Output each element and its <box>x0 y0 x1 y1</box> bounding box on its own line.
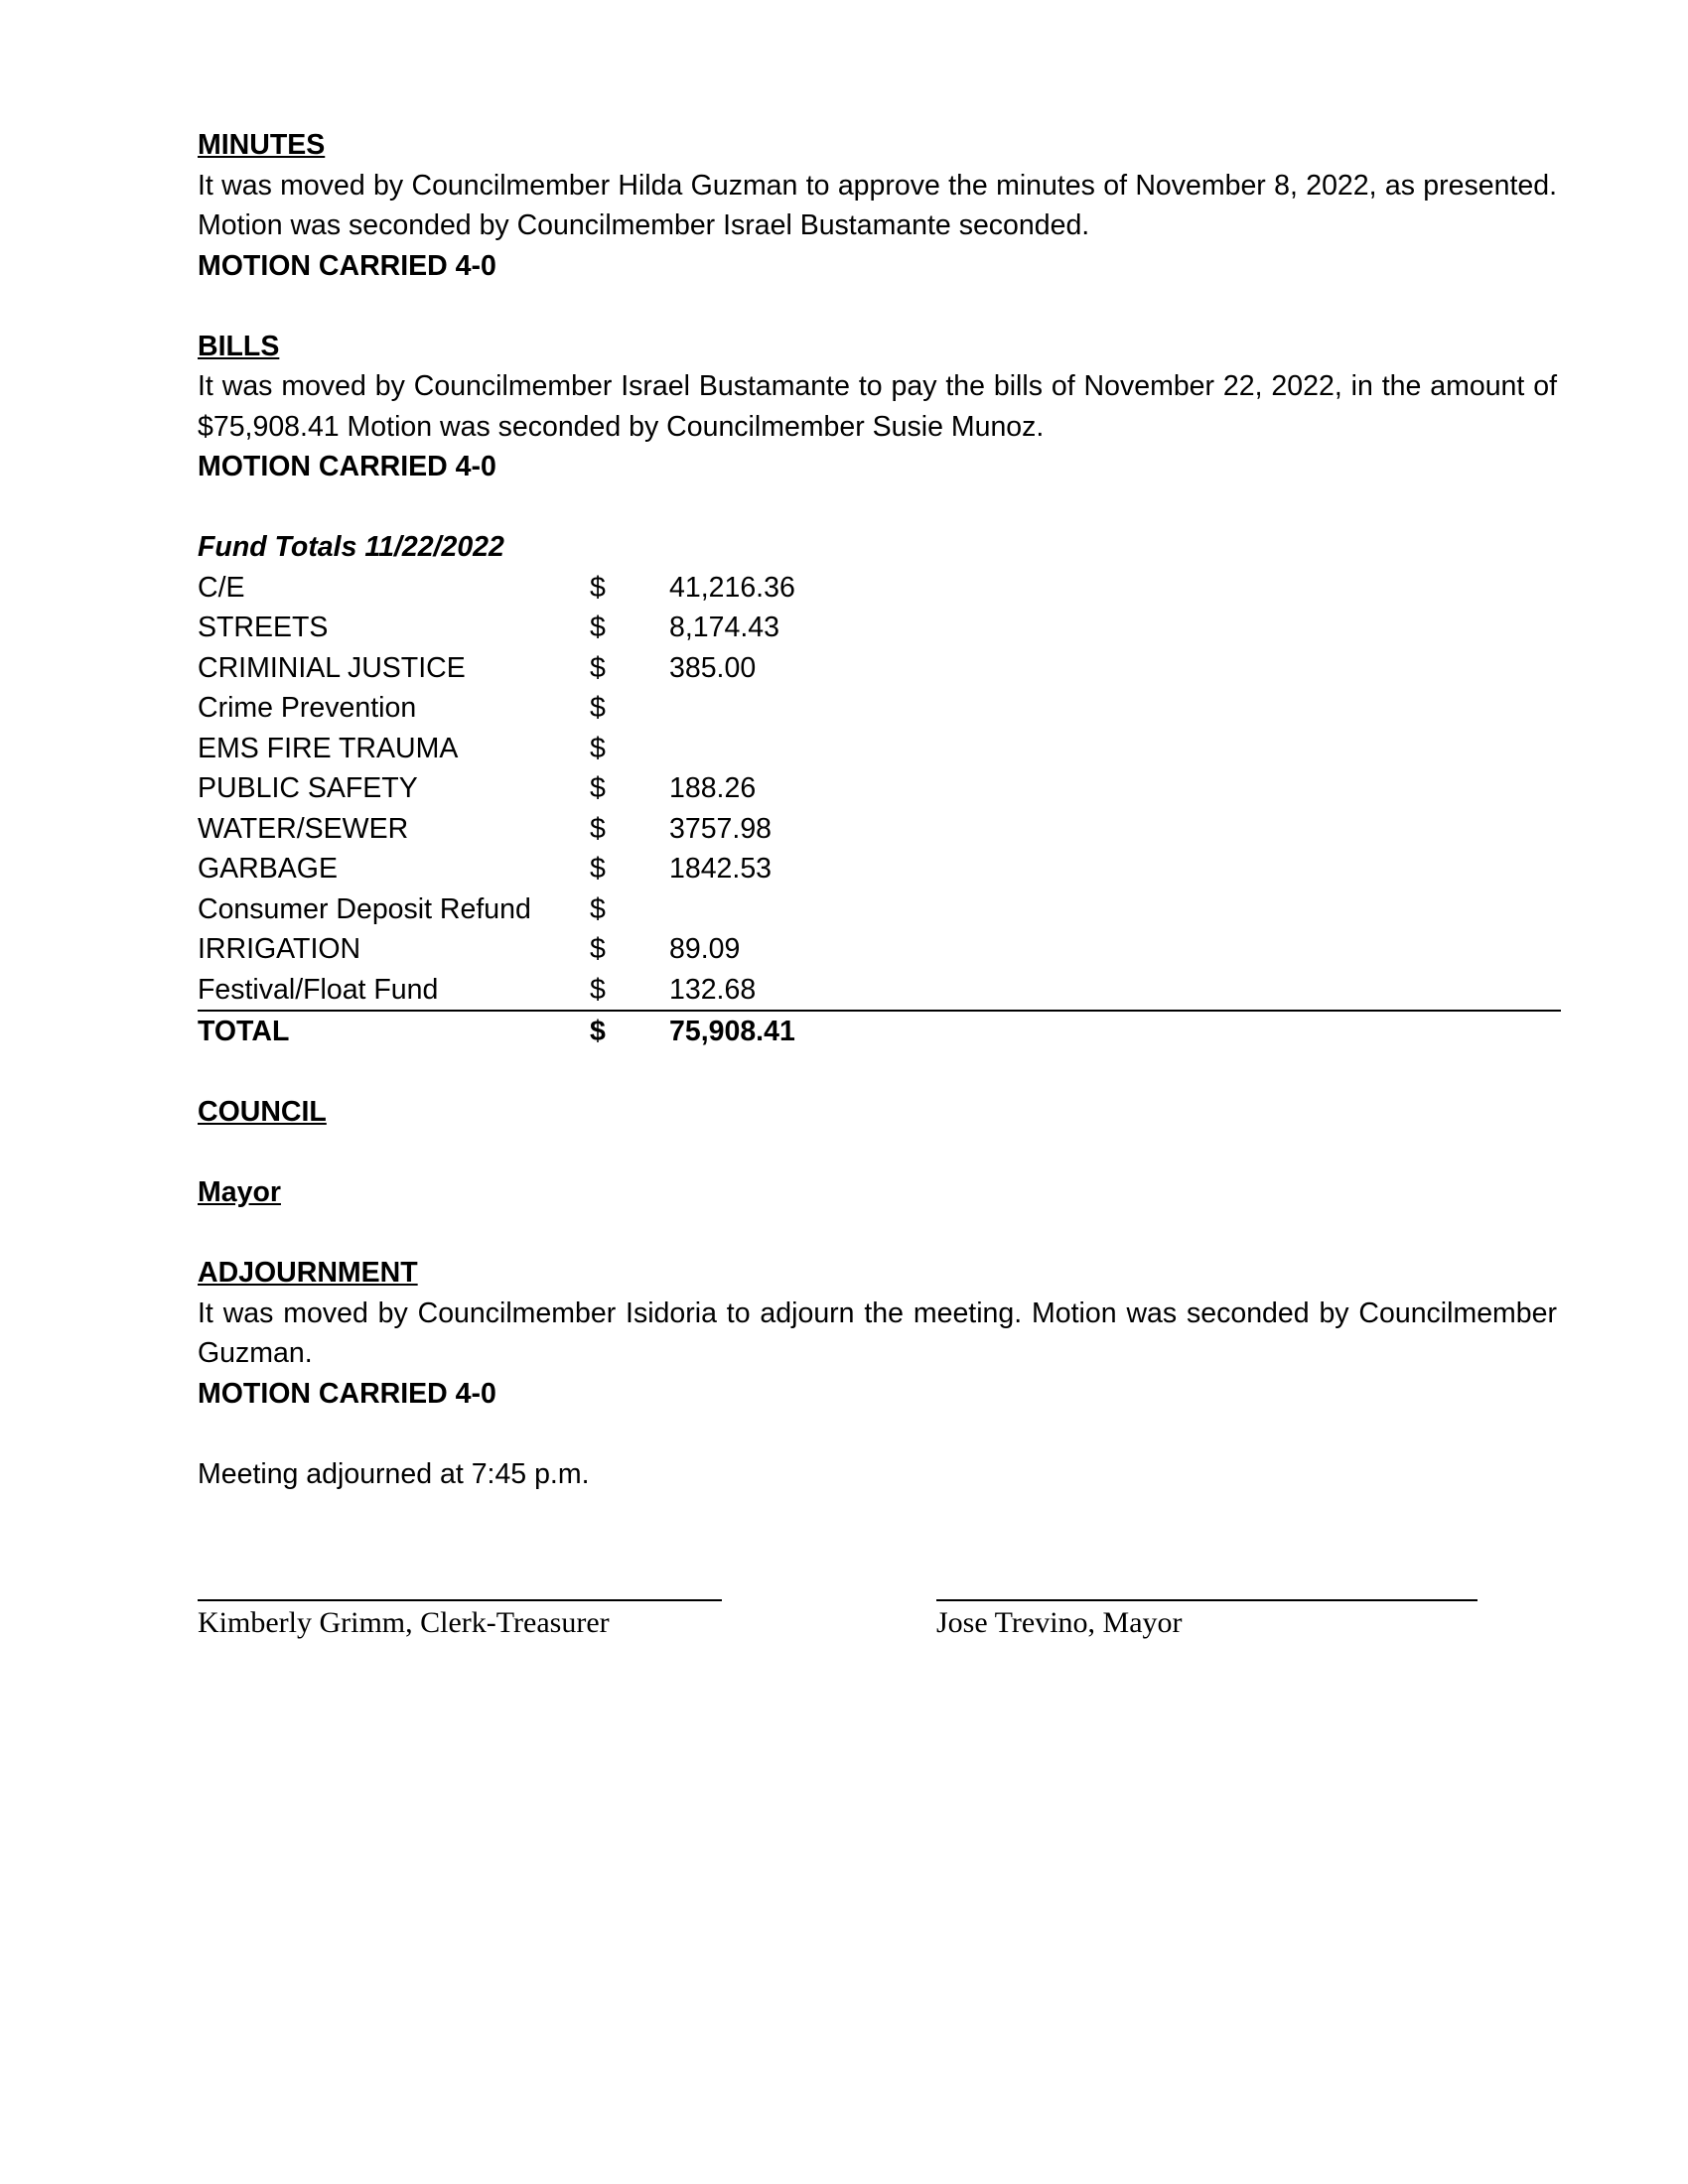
fund-name: Consumer Deposit Refund <box>198 892 531 925</box>
fund-dollar-sign: $ <box>590 772 606 804</box>
fund-amount: 3757.98 <box>669 812 773 845</box>
meeting-adjourned-note: Meeting adjourned at 7:45 p.m. <box>198 1457 590 1490</box>
council-heading: COUNCIL <box>198 1096 327 1128</box>
fund-dollar-sign: $ <box>590 1011 669 1052</box>
bills-heading: BILLS <box>198 330 280 362</box>
fund-totals-title: Fund Totals 11/22/2022 <box>198 531 504 563</box>
minutes-heading: MINUTES <box>198 129 326 161</box>
fund-amount: 132.68 <box>669 973 757 1006</box>
fund-dollar-sign: $ <box>590 853 606 885</box>
fund-dollar-sign: $ <box>590 933 606 965</box>
fund-name: EMS FIRE TRAUMA <box>198 732 459 764</box>
fund-dollar-sign: $ <box>590 732 606 764</box>
fund-amount <box>669 688 868 729</box>
fund-dollar-sign: $ <box>590 612 606 643</box>
fund-amount: 89.09 <box>669 933 741 965</box>
fund-amount: 188.26 <box>669 772 757 804</box>
fund-amount: 41,216.36 <box>669 571 795 604</box>
fund-row <box>198 970 1561 1012</box>
fund-dollar-sign: $ <box>590 973 606 1006</box>
fund-amount <box>669 889 868 930</box>
bills-text: It was moved by Councilmember Israel Bustamante to pay the bills of November 22, 2022, in the amount of $75,908.41 Motion was seconded by Councilmember Susie Munoz. <box>198 370 1557 443</box>
fund-dollar-sign: $ <box>590 812 606 845</box>
fund-amount: 385.00 <box>669 651 757 684</box>
minutes-motion-result: MOTION CARRIED 4-0 <box>198 249 496 282</box>
adjournment-motion-result: MOTION CARRIED 4-0 <box>198 1377 496 1410</box>
fund-dollar-sign: $ <box>590 651 606 684</box>
minutes-text: It was moved by Councilmember Hilda Guzman to approve the minutes of November 8, 2022, as presented. Motion was seconded by Councilmember Israel Bustamante seconded. <box>198 169 1557 241</box>
fund-dollar-sign: $ <box>590 571 606 604</box>
fund-dollar-sign: $ <box>590 692 606 724</box>
fund-name: STREETS <box>198 612 329 643</box>
fund-row <box>198 568 1561 609</box>
fund-row <box>198 929 1561 970</box>
fund-total-amount: 75,908.41 <box>669 1011 868 1052</box>
fund-name: GARBAGE <box>198 853 338 885</box>
fund-name: Crime Prevention <box>198 692 417 724</box>
document-body <box>198 125 1557 1494</box>
signature-line-mayor <box>936 1599 1477 1601</box>
fund-total-row <box>198 1011 1561 1052</box>
fund-row <box>198 889 1561 930</box>
fund-name: CRIMINIAL JUSTICE <box>198 651 466 684</box>
signature-line-clerk <box>198 1599 722 1601</box>
fund-row <box>198 729 1561 769</box>
fund-name: IRRIGATION <box>198 933 361 965</box>
fund-name: C/E <box>198 571 245 604</box>
mayor-heading: Mayor <box>198 1176 281 1208</box>
fund-total-label: TOTAL <box>198 1011 590 1052</box>
adjournment-heading: ADJOURNMENT <box>198 1257 418 1289</box>
fund-row <box>198 688 1561 729</box>
adjournment-text: It was moved by Councilmember Isidoria to adjourn the meeting. Motion was seconded by Councilmember Guzman. <box>198 1297 1557 1369</box>
fund-name: PUBLIC SAFETY <box>198 772 418 804</box>
bills-motion-result: MOTION CARRIED 4-0 <box>198 451 496 482</box>
fund-dollar-sign: $ <box>590 892 606 925</box>
fund-row <box>198 768 1561 809</box>
signature-name-mayor: Jose Trevino, Mayor <box>936 1606 1183 1639</box>
fund-row <box>198 849 1561 889</box>
fund-amount: 8,174.43 <box>669 612 779 643</box>
fund-row <box>198 809 1561 850</box>
fund-row <box>198 648 1561 689</box>
fund-row <box>198 608 1561 648</box>
fund-name: WATER/SEWER <box>198 812 409 845</box>
fund-amount <box>669 729 868 769</box>
fund-name: Festival/Float Fund <box>198 973 439 1006</box>
fund-amount: 1842.53 <box>669 853 773 885</box>
fund-totals-table <box>198 568 1561 1052</box>
signature-name-clerk: Kimberly Grimm, Clerk-Treasurer <box>198 1606 610 1639</box>
